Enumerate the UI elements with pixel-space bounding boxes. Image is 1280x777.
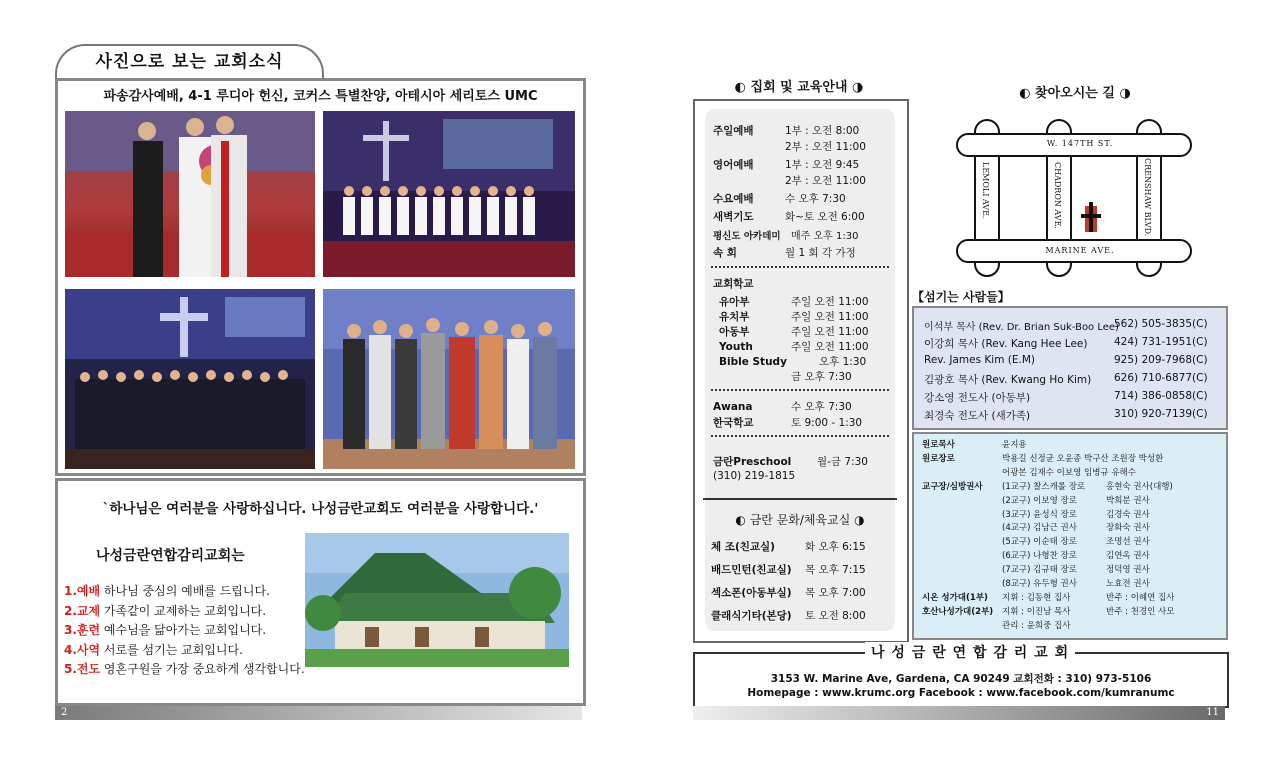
people-box [912, 306, 1228, 430]
mission-item: 3.훈련 예수님을 닮아가는 교회입니다. [64, 623, 267, 637]
elder-entry-secondary: 반주 : 이혜연 집사 [1106, 592, 1175, 603]
elder-label: 교구장/심방권사 [922, 481, 983, 492]
location-map [955, 118, 1195, 278]
elder-entry: 지휘 : 이진남 목사 [1002, 606, 1071, 617]
elder-entry: 관리 : 윤희중 집사 [1002, 620, 1071, 631]
elder-entry-secondary: 김경숙 권사 [1106, 509, 1150, 520]
elder-label: 시온 성가대(1부) [922, 592, 988, 603]
quote-text: `하나님은 여러분을 사랑하십니다. 나성금란교회도 여러분을 사랑합니다.' [102, 501, 539, 517]
church-heading: 나성금란연합감리교회는 [96, 548, 245, 564]
photo-news-box [55, 78, 586, 476]
right-page-footer-bar [693, 706, 1225, 720]
culture-row: 배드민턴(친교실) 목 오후 7:15 [711, 564, 866, 576]
school-row: 유치부 주일 오전 11:00 [719, 311, 869, 323]
photo-dedication [65, 111, 315, 277]
divider [711, 266, 889, 268]
mission-item: 1.예배 하나님 중심의 예배를 드립니다. [64, 584, 270, 598]
service-row: 수요예배 수 오후 7:30 [713, 193, 846, 205]
elder-entry-secondary: 노효전 권사 [1106, 579, 1150, 589]
culture-row: 섹소폰(아동부실) 목 오후 7:00 [711, 587, 866, 599]
elder-entry-secondary: 박희분 권사 [1106, 495, 1150, 506]
elder-entry: (6교구) 나형찬 장로 [1002, 551, 1077, 562]
staff-row: 강소영 전도사 (아동부) 714) 386-0858(C) [924, 390, 1208, 404]
elder-entry-secondary: 김연옥 권사 [1106, 551, 1150, 562]
elders-box [912, 432, 1228, 640]
divider [711, 435, 889, 437]
service-row: 주일예배 1부 : 오전 8:00 [713, 125, 860, 137]
mission-box [55, 478, 586, 706]
elder-entry: 박용길 신정균 오윤종 박구산 조원장 박성환 [1002, 453, 1164, 464]
school-heading: 교회학교 [713, 278, 754, 290]
preschool-phone: (310) 219-1815 [713, 470, 796, 482]
divider [711, 389, 889, 391]
staff-row: 이석부 목사 (Rev. Dr. Brian Suk-Boo Lee) 562) 505-3835(C) [924, 318, 1208, 333]
elder-entry-secondary: 장화숙 권사 [1106, 523, 1150, 534]
photo-choir-performance [323, 111, 575, 277]
mission-list [64, 582, 305, 680]
divider [703, 498, 897, 500]
schedule-box [693, 99, 909, 643]
street-label-bottom: MARINE AVE. [1045, 246, 1115, 255]
elder-label: 원로장로 [922, 453, 955, 464]
culture-title: ◐ 금란 문화/체육교실 ◑ [735, 513, 865, 527]
elder-entry: (7교구) 김규태 장로 [1002, 565, 1077, 576]
photo-group [323, 289, 575, 469]
school-row: Bible Study 오후 1:30 [719, 356, 867, 368]
footer-church-name: 나 성 금 란 연 합 감 리 교 회 [865, 642, 1075, 662]
church-building-photo [305, 533, 569, 667]
service-row: 영어예배 1부 : 오전 9:45 [713, 159, 860, 171]
elder-entry: 윤지용 [1002, 440, 1027, 450]
street-label-right: CRENSHAW BLVD. [1143, 158, 1152, 237]
elder-entry: (1교구) 찰스캐롤 장로 [1002, 481, 1086, 492]
street-label-left: LEMOLI AVE. [981, 162, 990, 219]
service-row: 2부 : 오전 11:00 [785, 141, 866, 153]
school-row: 금 오후 7:30 [791, 371, 852, 383]
people-title: 【섬기는 사람들】 [912, 290, 1010, 304]
photo-caption: 파송감사예배, 4-1 루디아 헌신, 코커스 특별찬양, 아테시아 세리토스 UMC [103, 89, 538, 104]
mission-item: 4.사역 서로를 섬기는 교회입니다. [64, 642, 243, 657]
elder-entry: (5교구) 이순태 장로 [1002, 537, 1077, 548]
elder-entry-secondary: 조명선 권사 [1106, 537, 1150, 548]
footer-address: 3153 W. Marine Ave, Gardena, CA 90249 교회전화 : 310) 973-5106 [770, 673, 1152, 685]
program-row: 한국학교 토 9:00 - 1:30 [713, 417, 863, 429]
mission-item: 5.전도 영혼구원을 가장 중요하게 생각합니다. [64, 662, 305, 676]
elder-label: 호산나성가대(2부) [922, 606, 994, 617]
elder-label: 원로목사 [922, 440, 955, 450]
service-row: 새벽기도 화~토 오전 6:00 [713, 211, 865, 223]
service-row: 평신도 아카데미 매주 오후 1:30 [713, 231, 859, 242]
culture-row: 체 조(친교실) 화 오후 6:15 [711, 541, 866, 553]
staff-row: 이강희 목사 (Rev. Kang Hee Lee) 424) 731-1951(C) [924, 336, 1208, 350]
service-row: 2부 : 오전 11:00 [785, 175, 866, 187]
elder-entry-secondary: 반주 : 천경인 사모 [1106, 606, 1175, 617]
culture-row: 클래식기타(본당) 토 오전 8:00 [711, 610, 866, 622]
school-row: Youth 주일 오전 11:00 [719, 341, 869, 353]
page-number-left: 2 [61, 707, 68, 718]
section-title: 사진으로 보는 교회소식 [55, 44, 324, 80]
left-page-footer-bar [55, 706, 582, 720]
map-title: ◐ 찾아오시는 길 ◑ [1019, 86, 1131, 101]
photo-choir-dark [65, 289, 315, 469]
street-label-middle: CHADRON AVE. [1053, 162, 1062, 229]
staff-row: 최경숙 전도사 (새가족) 310) 920-7139(C) [924, 408, 1208, 422]
elder-entry: 어광본 김재수 이보영 임병규 유해수 [1002, 467, 1136, 478]
street-label-top: W. 147TH ST. [1046, 139, 1114, 148]
preschool-row: 금란Preschool 월-금 7:30 [713, 456, 868, 468]
elder-entry: (4교구) 김남근 권사 [1002, 523, 1077, 534]
footer-web: Homepage : www.krumc.org Facebook : www.facebook.com/kumranumc [747, 687, 1175, 699]
mission-item: 2.교제 가족같이 교제하는 교회입니다. [64, 603, 267, 618]
page-number-right: 11 [1206, 707, 1219, 718]
school-row: 아동부 주일 오전 11:00 [719, 326, 869, 338]
elder-entry-secondary: 정덕영 권사 [1106, 565, 1150, 576]
elder-entry-secondary: 홍현숙 권사(대행) [1106, 481, 1173, 492]
program-row: Awana 수 오후 7:30 [713, 401, 852, 413]
elder-entry: (8교구) 유두형 권사 [1002, 579, 1077, 589]
church-footer [693, 645, 1229, 708]
staff-row: 김광호 목사 (Rev. Kwang Ho Kim) 626) 710-6877(C) [924, 372, 1208, 386]
elder-entry: (3교구) 윤성식 장로 [1002, 509, 1077, 520]
school-row: 유아부 주일 오전 11:00 [719, 296, 869, 308]
schedule-title: ◐ 집회 및 교육안내 ◑ [734, 80, 864, 95]
elder-entry: 지휘 : 김동현 집사 [1002, 592, 1071, 603]
elder-entry: (2교구) 이보영 장로 [1002, 495, 1077, 506]
service-row: 속 회 월 1 회 각 가정 [713, 247, 856, 259]
staff-row: Rev. James Kim (E.M) 925) 209-7968(C) [924, 354, 1208, 366]
